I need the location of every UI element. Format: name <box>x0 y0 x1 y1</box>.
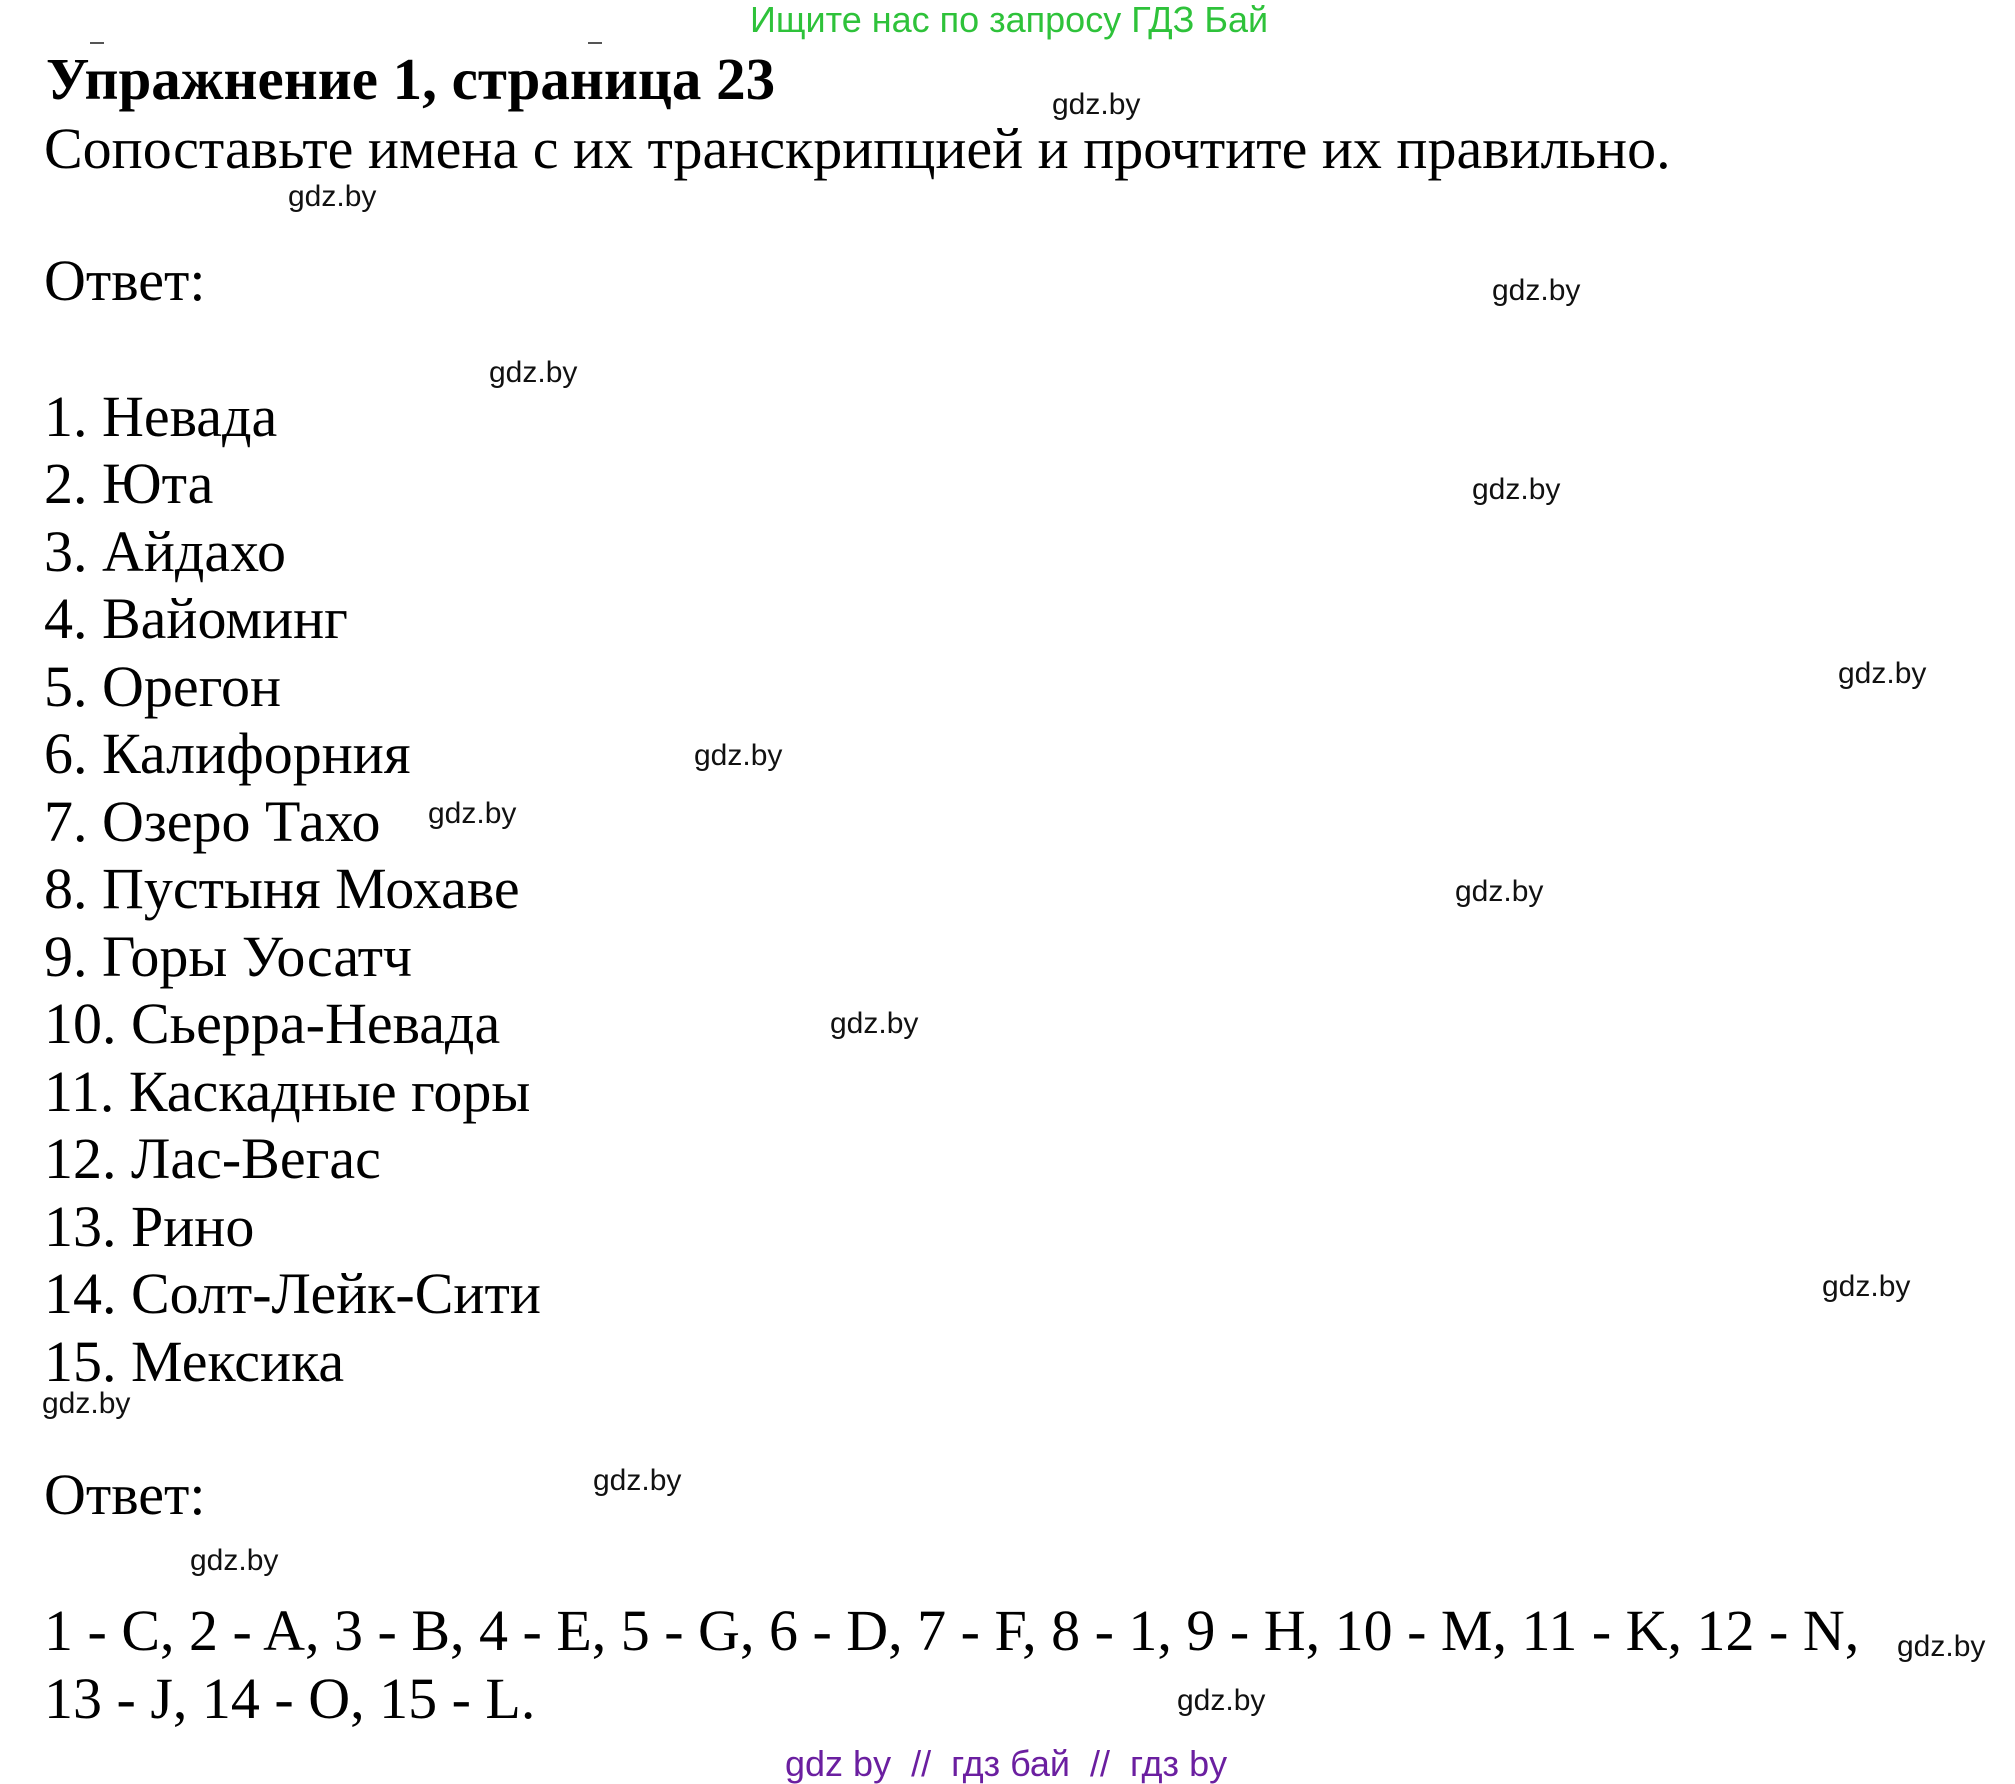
exercise-title: Упражнение 1, страница 23 <box>46 46 776 112</box>
list-item: 6. Калифорния <box>44 721 411 786</box>
list-item: 12. Лас-Вегас <box>44 1126 381 1191</box>
watermark: gdz.by <box>1052 88 1141 121</box>
list-item: 1. Невада <box>44 384 278 449</box>
watermark: gdz.by <box>830 1007 919 1040</box>
answer-key-line: 13 - J, 14 - O, 15 - L. <box>44 1666 536 1731</box>
list-item: 11. Каскадные горы <box>44 1059 531 1124</box>
watermark: gdz.by <box>1838 657 1927 690</box>
list-item: 10. Сьерра-Невада <box>44 991 501 1056</box>
list-item: 3. Айдахо <box>44 519 286 584</box>
list-item: 13. Рино <box>44 1194 255 1259</box>
list-item: 15. Мексика <box>44 1329 345 1394</box>
list-item: 4. Вайоминг <box>44 586 348 651</box>
footer-links[interactable]: gdz by // гдз бай // гдз by <box>785 1743 1228 1784</box>
watermark: gdz.by <box>593 1464 682 1497</box>
list-item: 2. Юта <box>44 451 214 516</box>
watermark: gdz.by <box>42 1387 131 1420</box>
scan-mark <box>90 42 104 44</box>
watermark: gdz.by <box>1822 1270 1911 1303</box>
answer-label: Ответ: <box>44 1462 206 1527</box>
search-banner[interactable]: Ищите нас по запросу ГДЗ Бай <box>750 0 1269 40</box>
list-item: 7. Озеро Тахо <box>44 789 381 854</box>
answer-label: Ответ: <box>44 248 206 313</box>
watermark: gdz.by <box>1472 473 1561 506</box>
watermark: gdz.by <box>489 356 578 389</box>
list-item: 9. Горы Уосатч <box>44 924 413 989</box>
list-item: 8. Пустыня Мохаве <box>44 856 520 921</box>
watermark: gdz.by <box>1455 875 1544 908</box>
list-item: 14. Солт-Лейк-Сити <box>44 1261 541 1326</box>
watermark: gdz.by <box>1897 1630 1986 1663</box>
watermark: gdz.by <box>1492 274 1581 307</box>
watermark: gdz.by <box>288 180 377 213</box>
watermark: gdz.by <box>190 1544 279 1577</box>
scan-mark <box>588 42 602 44</box>
watermark: gdz.by <box>428 797 517 830</box>
task-text: Сопоставьте имена с их транскрипцией и прочтите их правильно. <box>44 116 1671 181</box>
watermark: gdz.by <box>694 739 783 772</box>
list-item: 5. Орегон <box>44 654 282 719</box>
answer-key-line: 1 - C, 2 - A, 3 - B, 4 - E, 5 - G, 6 - D, 7 - F, 8 - 1, 9 - H, 10 - M, 11 - K, 12 - N, <box>44 1598 1860 1663</box>
watermark: gdz.by <box>1177 1684 1266 1717</box>
